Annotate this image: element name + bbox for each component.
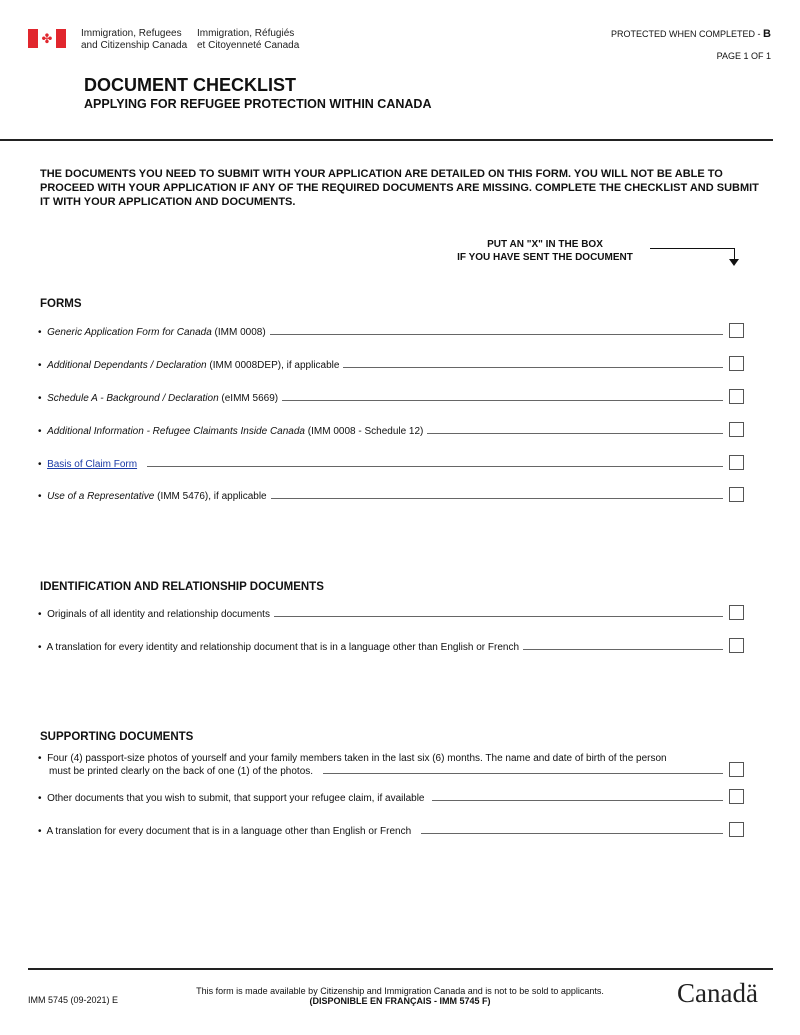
leader-line xyxy=(343,367,723,368)
form-id: IMM 5745 (09-2021) E xyxy=(28,995,119,1005)
leader-line xyxy=(427,433,723,434)
item-title: Additional Information - Refugee Claimants Inside Canada xyxy=(47,426,305,437)
instruction-line1: PUT AN "X" IN THE BOX xyxy=(487,239,603,250)
leader-line xyxy=(274,616,723,617)
leader-line xyxy=(282,400,723,401)
checklist-item: • Additional Dependants / Declaration (IMM 0008DEP), if applicable xyxy=(38,356,744,371)
item-text-line1: • Four (4) passport-size photos of yourself and your family members taken in the last six (6) months. The name and date of birth of the person xyxy=(38,753,667,764)
item-text: Originals of all identity and relationship documents xyxy=(47,609,270,620)
footer-french-text: (DISPONIBLE EN FRANÇAIS - IMM 5745 F) xyxy=(309,996,491,1006)
checkbox[interactable] xyxy=(729,323,744,338)
department-name-fr xyxy=(197,28,299,52)
leader-line xyxy=(323,773,723,774)
dept-en-line1: Immigration, Refugees xyxy=(81,28,182,39)
item-title: Additional Dependants / Declaration xyxy=(47,360,207,371)
leader-line xyxy=(432,800,723,801)
checklist-item: • Generic Application Form for Canada (IMM 0008) xyxy=(38,323,744,338)
arrow-head-icon xyxy=(729,259,739,266)
leader-line xyxy=(270,334,723,335)
protected-label xyxy=(611,28,771,40)
item-text: must be printed clearly on the back of one (1) of the photos. xyxy=(49,766,314,777)
dept-en-line2: and Citizenship Canada xyxy=(81,40,188,51)
footer-notice-text: This form is made available by Citizenship and Immigration Canada and is not to be sold to applicants. xyxy=(196,986,604,996)
checklist-item: • Originals of all identity and relationship documents xyxy=(38,605,744,620)
section-supporting-title: SUPPORTING DOCUMENTS xyxy=(40,731,194,743)
dept-fr-line1: Immigration, Réfugiés xyxy=(197,28,295,39)
footer-divider xyxy=(28,968,773,970)
instruction-text xyxy=(440,238,650,264)
checklist-item: • Other documents that you wish to submit, that support your refugee claim, if available xyxy=(38,789,744,804)
checkbox[interactable] xyxy=(729,455,744,470)
leader-line xyxy=(271,498,723,499)
checklist-item xyxy=(38,762,744,777)
checklist-item: • A translation for every document that is in a language other than English or French xyxy=(38,822,744,837)
header-divider xyxy=(0,139,773,141)
page-title: DOCUMENT CHECKLIST xyxy=(84,75,296,95)
checklist-item: • Schedule A - Background / Declaration (eIMM 5669) xyxy=(38,389,744,404)
footer-notice xyxy=(150,986,650,1006)
leader-line xyxy=(523,649,723,650)
item-text: Four (4) passport-size photos of yourself and your family members taken in the last six (6) months. The name and date of birth of the person xyxy=(47,753,667,764)
checkbox[interactable] xyxy=(729,789,744,804)
leader-line xyxy=(421,833,723,834)
intro-text: THE DOCUMENTS YOU NEED TO SUBMIT WITH YOUR APPLICATION ARE DETAILED ON THIS FORM. YOU WILL NOT BE ABLE TO PROCEED WITH YOUR APPLICATION IF ANY OF THE REQUIRED DOCUMENTS ARE MISSING. COMPLETE THE CHECKLIST AND SUBMIT IT WITH YOUR APPLICATION AND DOCUMENTS. xyxy=(40,168,759,208)
checklist-item: • Use of a Representative (IMM 5476), if applicable xyxy=(38,487,744,502)
item-text: Other documents that you wish to submit, that support your refugee claim, if available xyxy=(47,793,425,804)
protected-text: PROTECTED WHEN COMPLETED - xyxy=(611,29,764,39)
leader-line xyxy=(147,466,723,467)
item-title: Use of a Representative xyxy=(47,491,155,502)
section-forms-title: FORMS xyxy=(40,298,82,310)
item-detail: (IMM 5476), if applicable xyxy=(154,491,267,502)
page-number: PAGE 1 OF 1 xyxy=(716,51,771,61)
item-detail: (IMM 0008 - Schedule 12) xyxy=(305,426,424,437)
checklist-item: • Basis of Claim Form xyxy=(38,455,744,470)
item-text: A translation for every identity and relationship document that is in a language other than English or French xyxy=(46,642,520,653)
checklist-item: • A translation for every identity and relationship document that is in a language other than English or French xyxy=(38,638,744,653)
item-title: Generic Application Form for Canada xyxy=(47,327,212,338)
checkbox[interactable] xyxy=(729,422,744,437)
page-subtitle: APPLYING FOR REFUGEE PROTECTION WITHIN CANADA xyxy=(84,97,432,111)
checkbox[interactable] xyxy=(729,822,744,837)
arrow-down-icon xyxy=(650,248,735,263)
checkbox[interactable] xyxy=(729,605,744,620)
item-detail: (IMM 0008) xyxy=(211,327,266,338)
checkbox[interactable] xyxy=(729,487,744,502)
canada-wordmark-logo: Canadä xyxy=(677,978,758,1008)
checkbox[interactable] xyxy=(729,638,744,653)
checkbox[interactable] xyxy=(729,356,744,371)
item-text: A translation for every document that is in a language other than English or French xyxy=(46,826,412,837)
canada-flag-logo: ✤ xyxy=(28,29,66,48)
basis-of-claim-form-link[interactable]: Basis of Claim Form xyxy=(47,459,138,470)
checkbox[interactable] xyxy=(729,389,744,404)
section-identification-title: IDENTIFICATION AND RELATIONSHIP DOCUMENTS xyxy=(40,581,324,593)
checkbox[interactable] xyxy=(729,762,744,777)
protected-level: B xyxy=(763,28,771,40)
department-name-en xyxy=(81,28,187,52)
item-title: Schedule A - Background / Declaration xyxy=(47,393,219,404)
item-detail: (eIMM 5669) xyxy=(218,393,279,404)
item-detail: (IMM 0008DEP), if applicable xyxy=(206,360,340,371)
checklist-item: • Additional Information - Refugee Claimants Inside Canada (IMM 0008 - Schedule 12) xyxy=(38,422,744,437)
instruction-line2: IF YOU HAVE SENT THE DOCUMENT xyxy=(457,252,633,263)
dept-fr-line2: et Citoyenneté Canada xyxy=(197,40,300,51)
